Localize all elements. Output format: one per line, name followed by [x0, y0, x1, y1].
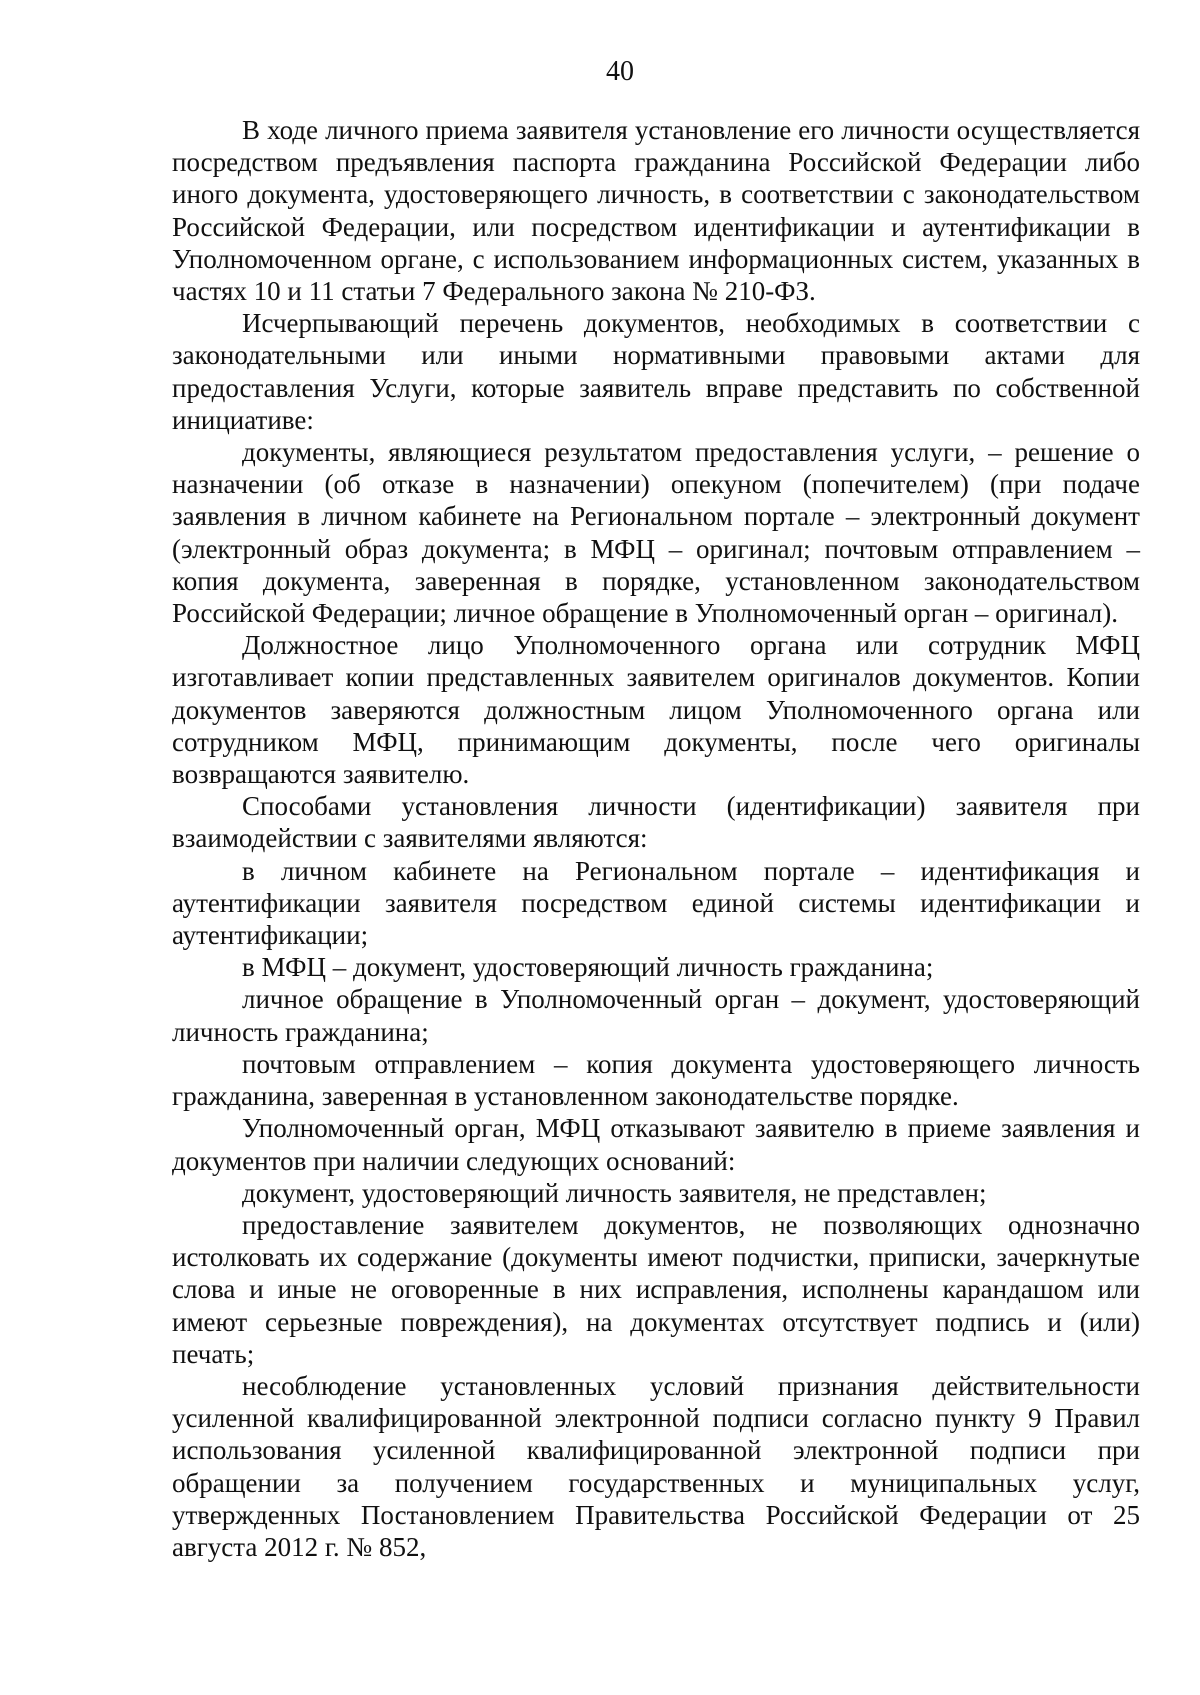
- paragraph: в МФЦ – документ, удостоверяющий личность гражданина;: [242, 952, 934, 983]
- paragraph: несоблюдение установленных условий признания действительности усиленной квалифицированной электронной подписи согласно пункту 9 Правил использования усиленной квалифицированной электронной подписи при обращении за получением государственных и муниципальных услуг, утвержденных Постановлением Правительства Российской Федерации от 25 августа 2012 г. № 852,: [172, 1370, 1140, 1562]
- paragraph: В ходе личного приема заявителя установление его личности осуществляется посредством предъявления паспорта гражданина Российской Федерации либо иного документа, удостоверяющего личность, в соответствии с законодательством Российской Федерации, или посредством идентификации и аутентификации в Уполномоченном органе, с использованием информационных систем, указанных в частях 10 и 11 статьи 7 Федерального закона № 210-ФЗ.: [172, 115, 1140, 307]
- paragraph: Исчерпывающий перечень документов, необходимых в соответствии с законодательными или иными нормативными правовыми актами для предоставления Услуги, которые заявитель вправе представить по собственной инициативе:: [172, 308, 1140, 435]
- paragraph: документ, удостоверяющий личность заявителя, не представлен;: [242, 1177, 987, 1208]
- paragraph: личное обращение в Уполномоченный орган – документ, удостоверяющий личность гражданина;: [172, 984, 1140, 1047]
- page-number: 40: [606, 56, 634, 87]
- paragraph: документы, являющиеся результатом предоставления услуги, – решение о назначении (об отказе в назначении) опекуном (попечителем) (при подаче заявления в личном кабинете на Региональном портале – электронный документ (электронный образ документа; в МФЦ – оригинал; почтовым отправлением – копия документа, заверенная в порядке, установленном законодательством Российской Федерации; личное обращение в Уполномоченный орган – оригинал).: [172, 437, 1140, 629]
- paragraph: Должностное лицо Уполномоченного органа или сотрудник МФЦ изготавливает копии представленных заявителем оригиналов документов. Копии документов заверяются должностным лицом Уполномоченного органа или сотрудником МФЦ, принимающим документы, после чего оригиналы возвращаются заявителю.: [172, 630, 1140, 790]
- paragraph: почтовым отправлением – копия документа удостоверяющего личность гражданина, заверенная в установленном законодательстве порядке.: [172, 1048, 1140, 1112]
- document-body: [172, 114, 1140, 1563]
- paragraph: предоставление заявителем документов, не позволяющих однозначно истолковать их содержание (документы имеют подчистки, приписки, зачеркнутые слова и иные не оговоренные в них исправления, исполнены карандашом или имеют серьезные повреждения), на документах отсутствует подпись и (или) печать;: [172, 1209, 1140, 1369]
- paragraph: в личном кабинете на Региональном портале – идентификация и аутентификации заявителя посредством единой системы идентификации и аутентификации;: [172, 855, 1140, 951]
- paragraph: Уполномоченный орган, МФЦ отказывают заявителю в приеме заявления и документов при наличии следующих оснований:: [172, 1113, 1140, 1176]
- paragraph: Способами установления личности (идентификации) заявителя при взаимодействии с заявителями являются:: [172, 791, 1140, 854]
